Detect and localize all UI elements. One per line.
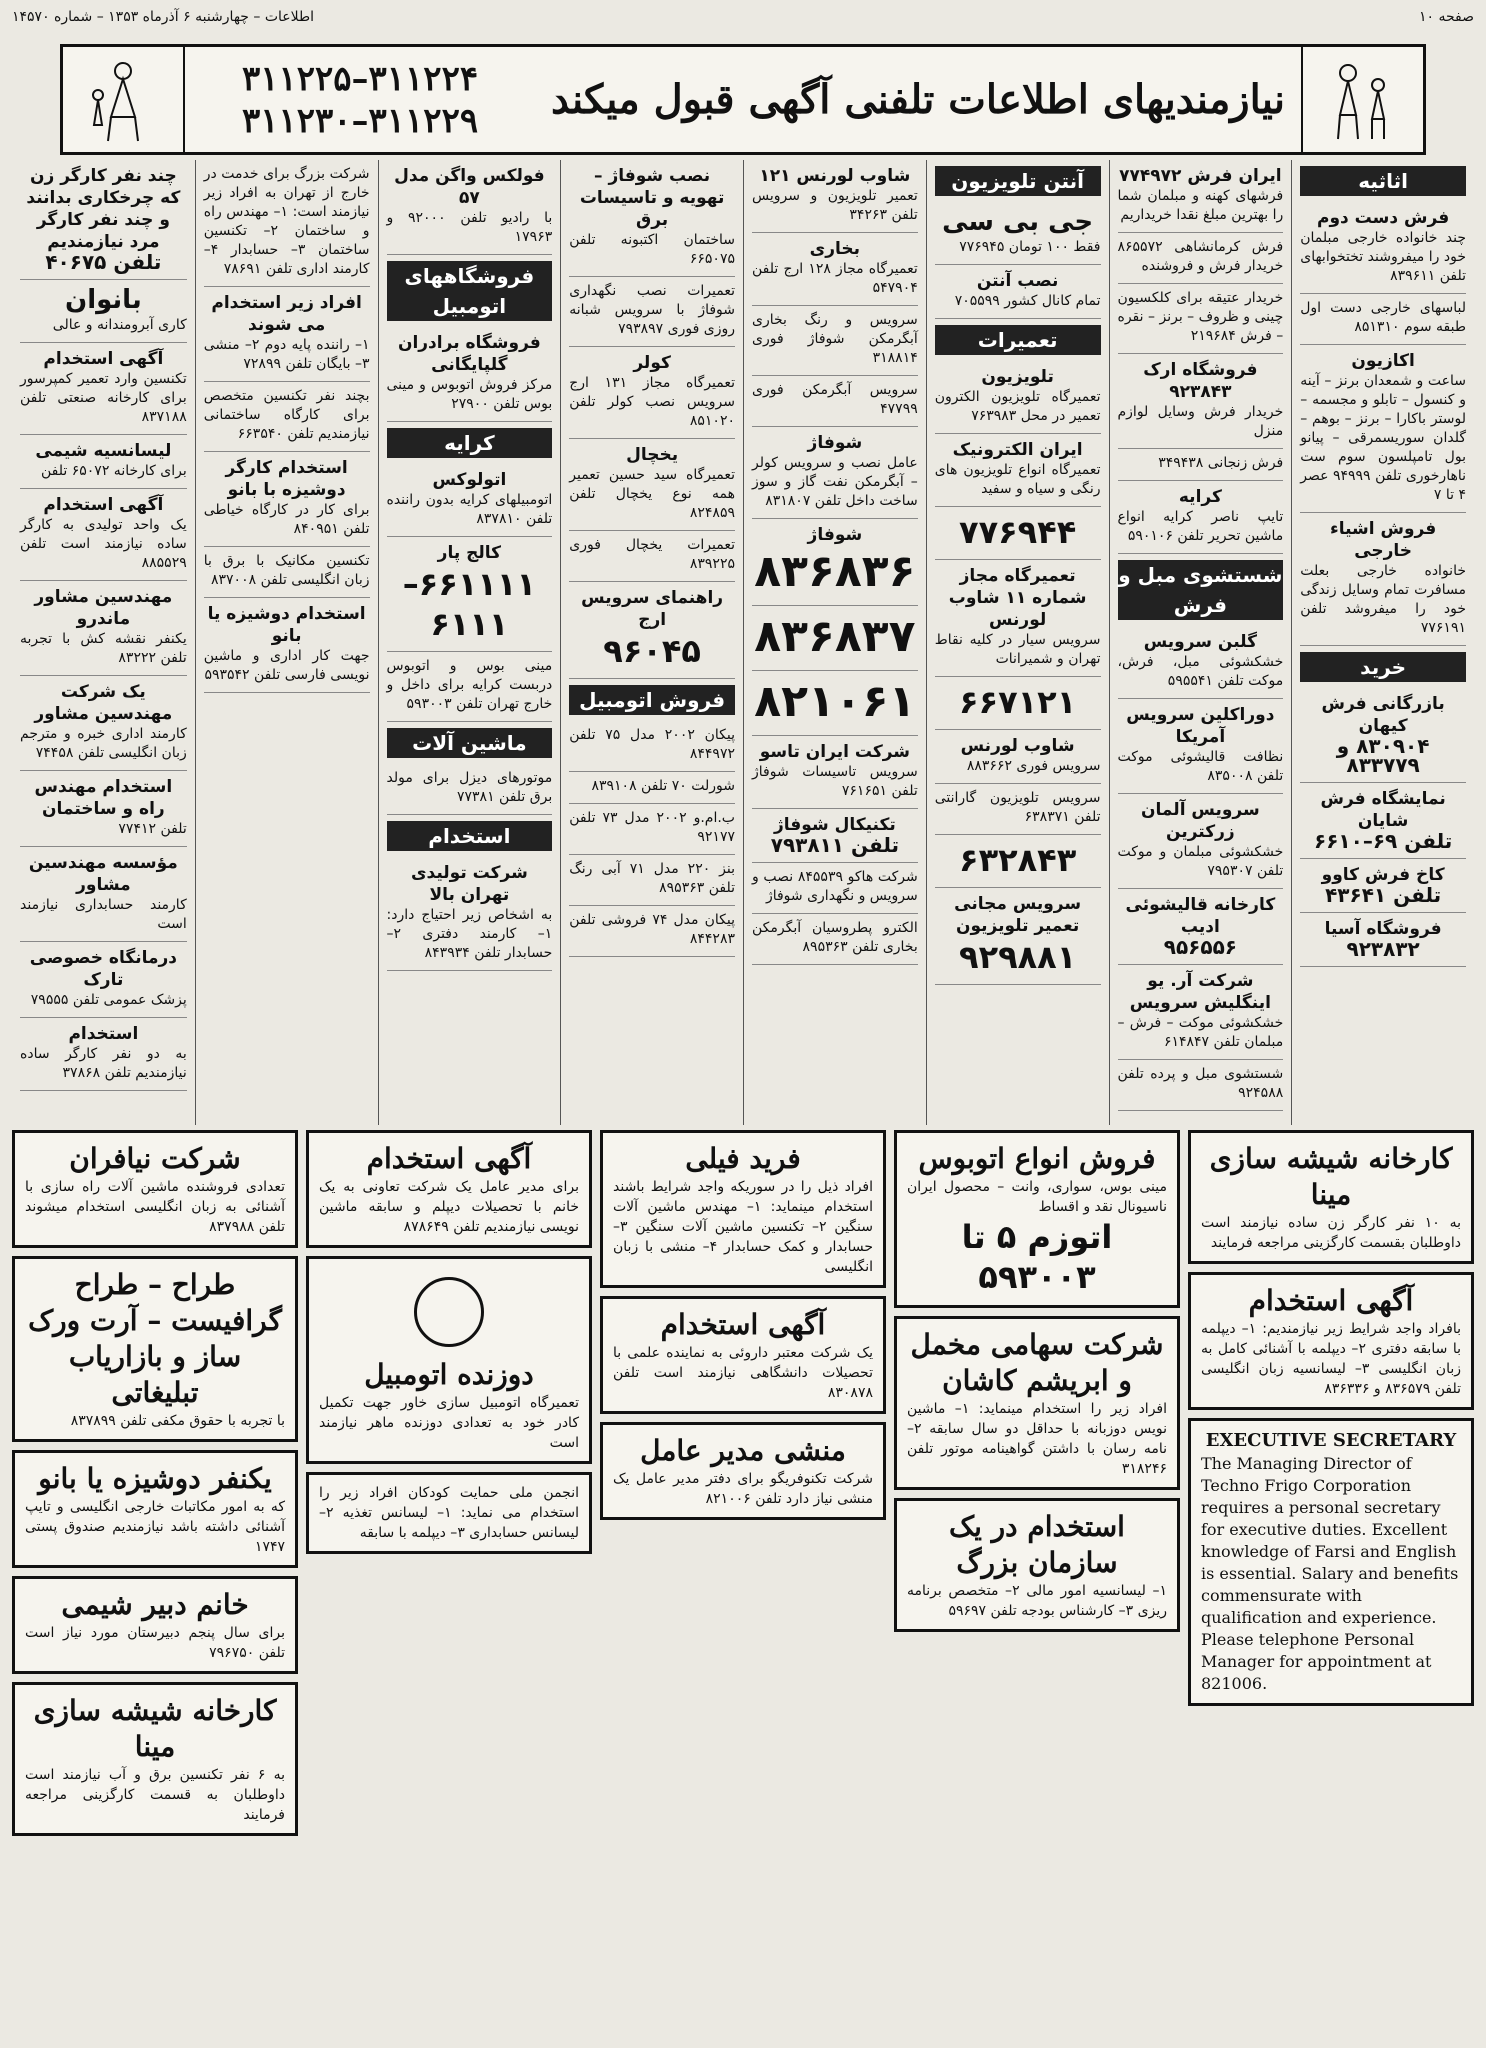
display-ad bbox=[306, 1130, 592, 1248]
classified-column bbox=[560, 160, 743, 1125]
display-ad-body: بافراد واجد شرایط زیر نیازمندیم: ۱– دیپلمه با سابقه دفتری ۲– دیپلمه با آشنائی کامل به زبان انگلیسی ۳– لیسانسیه زبان انگلیسی تلفن ۸۳۶۵۷۹ و ۸۳۶۳۳۶ bbox=[1201, 1321, 1462, 1397]
ad-title: کرایه bbox=[1178, 487, 1222, 507]
classified-ad bbox=[1118, 889, 1284, 965]
ad-body: ۱– راننده پایه دوم ۲– منشی ۳– بایگان تلفن ۷۲۸۹۹ bbox=[203, 337, 370, 372]
display-ad-body: به ۶ نفر تکنسین برق و آب نیازمند است داوطلبان به قسمت کارگزینی مراجعه فرمایند bbox=[25, 1767, 285, 1823]
ad-title: آگهی استخدام bbox=[43, 495, 164, 515]
ad-body: یک واحد تولیدی به کارگر ساده نیازمند است تلفن ۸۸۵۵۲۹ bbox=[20, 517, 187, 571]
ad-phone: تلفن ۴۳۶۴۱ bbox=[1325, 883, 1442, 907]
display-ad bbox=[12, 1256, 298, 1442]
classified-ad bbox=[204, 287, 370, 382]
family-illustration-icon bbox=[63, 47, 185, 152]
ad-phone: ۸۳۶۸۳۶ bbox=[754, 546, 916, 597]
classified-ad bbox=[20, 343, 187, 435]
ad-title: فولکس واگن مدل ۵۷ bbox=[394, 166, 545, 208]
classified-ad bbox=[569, 582, 735, 679]
ad-title: بخاری bbox=[809, 239, 861, 259]
classified-ad bbox=[752, 809, 918, 863]
classified-ad bbox=[935, 677, 1101, 730]
classified-ad bbox=[1118, 160, 1284, 233]
ad-title: آگهی استخدام bbox=[43, 349, 164, 369]
ad-title: گلبن سرویس bbox=[1143, 632, 1257, 652]
classified-column bbox=[12, 160, 195, 1125]
ad-body: ساعت و شمعدان برنز – آینه و کنسول – تابلو و مجسمه – لوستر باکارا – برنز – بوهم – گلدان سوریسمرقی – پیانو بول تامپلسون سوم ست ناهارخوری تلفن ۹۴۹۹۹ عصر ۴ تا ۷ bbox=[1300, 373, 1466, 503]
classified-ad bbox=[1118, 699, 1284, 794]
ad-body: سرویس تلویزیون گارانتی تلفن ۶۳۸۳۷۱ bbox=[934, 790, 1101, 825]
ad-body: شرکت هاکو ۸۴۵۵۳۹ نصب و سرویس و نگهداری شوفاژ bbox=[752, 869, 918, 904]
ad-title: شرکت تولیدی تهران بالا bbox=[410, 863, 528, 905]
ad-title: استخدام کارگر دوشیزه با بانو bbox=[225, 458, 348, 500]
ad-body: تعمیر تلویزیون و سرویس تلفن ۳۴۲۶۳ bbox=[752, 188, 918, 223]
display-ad-title: آگهی استخدام bbox=[660, 1308, 826, 1341]
ad-body: سرویس سیار در کلیه نقاط تهران و شمیرانات bbox=[934, 632, 1101, 667]
ad-body: تعمیرگاه تلویزیون الکترون تعمیر در محل ۷۶۳۹۸۳ bbox=[934, 389, 1101, 424]
ad-title: استخدام bbox=[68, 1024, 139, 1044]
ad-body: تعمیرگاه سید حسین تعمیر همه نوع یخچال تلفن ۸۲۴۸۵۹ bbox=[569, 467, 735, 521]
classified-ad bbox=[569, 160, 735, 277]
classified-ad bbox=[387, 764, 553, 815]
classified-ad bbox=[20, 435, 187, 489]
classified-ad bbox=[569, 906, 735, 957]
display-ad bbox=[306, 1256, 592, 1464]
classified-column bbox=[1291, 160, 1474, 1125]
page-number: صفحه ۱۰ bbox=[1418, 9, 1474, 25]
ad-title: فرش دست دوم bbox=[1317, 208, 1450, 228]
ad-title: سرویس مجانی تعمیر تلویزیون bbox=[954, 894, 1082, 936]
ad-title: شاوب لورنس ۱۲۱ bbox=[759, 166, 911, 186]
section-heading: استخدام bbox=[387, 821, 553, 851]
classified-ad bbox=[387, 857, 553, 971]
classified-ad bbox=[569, 277, 735, 347]
display-ad-body: افراد ذیل را در سوریکه واجد شرایط باشند استخدام مینماید: ۱– مهندس ماشین آلات سنگین ۲– تکنسین ماشین آلات سنگین ۳– حسابدار و کمک حسابدار ۴– منشی با زبان انگلیسی bbox=[613, 1179, 873, 1275]
ad-title: فروشگاه آسیا bbox=[1324, 919, 1442, 939]
display-ad-title: آگهی استخدام bbox=[1248, 1284, 1414, 1317]
ad-body: ب.ام.و ۲۰۰۲ مدل ۷۳ تلفن ۹۲۱۷۷ bbox=[569, 810, 735, 845]
classifieds-banner bbox=[60, 44, 1426, 155]
ad-body: بنز ۲۲۰ مدل ۷۱ آبی رنگ تلفن ۸۹۵۳۶۳ bbox=[569, 861, 736, 896]
ad-body: نظافت قالیشوئی موکت تلفن ۸۳۵۰۰۸ bbox=[1117, 749, 1284, 784]
classified-ad bbox=[204, 452, 370, 547]
classified-ad bbox=[935, 888, 1101, 985]
classified-column bbox=[743, 160, 926, 1125]
ad-body: تمام کانال کشور ۷۰۵۵۹۹ bbox=[954, 293, 1101, 309]
ad-body: فرش زنجانی ۳۴۹۴۳۸ bbox=[1158, 455, 1284, 471]
ad-body: جهت کار اداری و ماشین نویسی فارسی تلفن ۵۹۳۵۴۲ bbox=[203, 648, 370, 683]
ad-body: شستشوی مبل و پرده تلفن ۹۲۴۵۸۸ bbox=[1117, 1066, 1284, 1101]
mercedes-logo-icon bbox=[414, 1277, 484, 1347]
classified-ad bbox=[752, 306, 918, 376]
display-ad-title: منشی مدیر عامل bbox=[640, 1434, 846, 1467]
ad-body: یکنفر نقشه کش با تجربه تلفن ۸۳۲۲۲ bbox=[20, 631, 187, 666]
family-illustration-icon bbox=[1301, 47, 1423, 152]
ad-body: سرویس تاسیسات شوفاژ تلفن ۷۶۱۶۵۱ bbox=[752, 764, 918, 799]
ad-body: خشکشوئی موکت – فرش – مبلمان تلفن ۶۱۴۸۴۷ bbox=[1117, 1015, 1284, 1050]
banner-phone-line-2: ۳۱۱۲۳۰–۳۱۱۲۲۹ bbox=[241, 100, 479, 141]
ad-title: بازرگانی فرش کیهان bbox=[1321, 694, 1445, 736]
classified-ad bbox=[752, 427, 918, 519]
display-ad-body: انجمن ملی حمایت کودکان افراد زیر را استخدام می نماید: ۱– لیسانس تغذیه ۲– لیسانس حسابداری ۳– دیپلمه با سابقه bbox=[319, 1485, 579, 1541]
ad-body: پیکان مدل ۷۴ فروشی تلفن ۸۴۴۲۸۳ bbox=[569, 912, 735, 947]
classified-ad bbox=[387, 537, 553, 652]
ad-title: استخدام دوشیزه یا بانو bbox=[207, 604, 366, 646]
display-ad bbox=[894, 1498, 1180, 1632]
classified-ad bbox=[387, 327, 553, 422]
ad-title: ایران فرش ۷۷۴۹۷۲ bbox=[1119, 166, 1282, 186]
ad-title: مهندسین مشاور ماندرو bbox=[34, 587, 173, 629]
classified-ad bbox=[935, 835, 1101, 888]
ad-phone: ۶۶۷۱۲۱ bbox=[959, 683, 1077, 721]
ad-title: فروشگاه ارک ۹۲۳۸۴۳ bbox=[1143, 360, 1258, 402]
display-ad bbox=[600, 1296, 886, 1414]
display-ad bbox=[12, 1682, 298, 1836]
classified-ad bbox=[752, 519, 918, 606]
classified-column bbox=[195, 160, 378, 1125]
classified-ad bbox=[20, 847, 187, 942]
ad-body: اتومبیلهای کرایه بدون راننده تلفن ۸۳۷۸۱۰ bbox=[386, 492, 553, 527]
display-ad-column bbox=[1188, 1130, 1474, 2038]
ad-phone: ۸۲۱۰۶۱ bbox=[754, 676, 916, 727]
ad-title: فروش اشیاء خارجی bbox=[1330, 519, 1437, 561]
ad-phone: ۶۳۲۸۴۳ bbox=[959, 841, 1077, 879]
ad-body: خانواده خارجی بعلت مسافرت تمام وسایل زندگی خود را میفروشد تلفن ۷۷۶۱۹۱ bbox=[1300, 563, 1466, 636]
ad-title: ایران الکترونیک bbox=[952, 440, 1083, 460]
display-ad-body: با تجربه با حقوق مکفی تلفن ۸۳۷۸۹۹ bbox=[70, 1413, 285, 1429]
classified-ad bbox=[752, 606, 918, 671]
ad-body: بچند نفر تکنسین متخصص برای کارگاه ساختمانی نیازمندیم تلفن ۶۶۳۵۴۰ bbox=[203, 388, 370, 442]
ad-title: یک شرکت مهندسین مشاور bbox=[34, 682, 173, 724]
classified-ad bbox=[20, 160, 187, 280]
ad-phone: ۹۶۰۴۵ bbox=[603, 632, 701, 670]
classified-ad bbox=[20, 1018, 187, 1091]
ad-body: با رادیو تلفن ۹۲۰۰۰ و ۱۷۹۶۳ bbox=[386, 210, 553, 245]
ad-title: درمانگاه خصوصی تارک bbox=[29, 948, 178, 990]
classified-column bbox=[926, 160, 1109, 1125]
display-ad bbox=[1188, 1130, 1474, 1264]
ad-phone: ۶۶۱۱۱۱–۶۱۱۱ bbox=[402, 565, 536, 643]
issue-info: اطلاعات – چهارشنبه ۶ آذرماه ۱۳۵۳ – شماره ۱۴۵۷۰ bbox=[12, 9, 315, 25]
display-ad-title: شرکت سهامی مخمل و ابریشم کاشان bbox=[910, 1328, 1164, 1397]
classified-ad bbox=[935, 784, 1101, 835]
ad-title: نصب آنتن bbox=[976, 271, 1059, 291]
ad-phone: ۹۲۳۸۳۲ bbox=[1346, 937, 1420, 961]
banner-title: نیازمندیهای اطلاعات تلفنی آگهی قبول میکند bbox=[551, 76, 1285, 123]
section-heading: آنتن تلویزیون bbox=[935, 166, 1101, 196]
ad-title: کارخانه قالیشوئی ادیب bbox=[1125, 895, 1276, 937]
display-ad-title: EXECUTIVE SECRETARY bbox=[1205, 1430, 1457, 1451]
ad-body: تکنسین مکانیک با برق با زبان انگلیسی تلفن ۸۳۷۰۰۸ bbox=[203, 553, 370, 588]
classified-ad bbox=[935, 560, 1101, 677]
classified-ad bbox=[935, 434, 1101, 507]
display-ad-title: یکنفر دوشیزه یا بانو bbox=[38, 1462, 272, 1495]
classified-ad bbox=[569, 531, 735, 582]
ad-body: سرویس و رنگ بخاری آبگرمکن شوفاژ فوری ۳۱۸۸۱۴ bbox=[752, 312, 918, 366]
section-heading: فروش اتومبیل bbox=[569, 685, 735, 715]
banner-phones bbox=[185, 58, 535, 142]
section-heading: کرایه bbox=[387, 428, 553, 458]
classified-ad bbox=[752, 671, 918, 736]
classified-ad bbox=[935, 265, 1101, 319]
classified-ad bbox=[20, 280, 187, 343]
ad-body: خریدار عتیقه برای کلکسیون چینی و ظروف – برنز – نقره – فرش ۲۱۹۶۸۴ bbox=[1117, 290, 1284, 344]
display-ad-body: که به امور مکاتبات خارجی انگلیسی و تایپ آشنائی داشته باشد نیازمندیم صندوق پستی ۱۷۴۷ bbox=[25, 1499, 285, 1555]
ad-body: خشکشوئی مبل، فرش، موکت تلفن ۵۹۵۵۴۱ bbox=[1117, 654, 1284, 689]
section-heading: تعمیرات bbox=[935, 325, 1101, 355]
page-header-line bbox=[12, 6, 1474, 28]
classified-ad bbox=[20, 771, 187, 847]
display-ad-title: کارخانه شیشه سازی مینا bbox=[1209, 1142, 1453, 1211]
display-ad-column bbox=[600, 1130, 886, 2038]
ad-body: پزشک عمومی تلفن ۷۹۵۵۵ bbox=[30, 992, 187, 1008]
classified-ad bbox=[20, 942, 187, 1018]
ad-title: استخدام مهندس راه و ساختمان bbox=[34, 777, 173, 819]
classified-ad bbox=[1118, 626, 1284, 699]
classified-ad bbox=[935, 361, 1101, 434]
section-heading: شستشوی مبل و فرش bbox=[1118, 560, 1284, 620]
ad-phone: ۸۳۰۹۰۴ و ۸۳۳۷۷۹ bbox=[1336, 734, 1430, 777]
ad-body: سرویس فوری ۸۸۳۶۶۲ bbox=[966, 758, 1101, 774]
display-ad-column bbox=[894, 1130, 1180, 2038]
display-ad-title: طراح – طراح گرافیست – آرت ورک ساز و بازاریاب تبلیغاتی bbox=[28, 1268, 282, 1409]
ad-title: نصب شوفاژ – تهویه و تاسیسات برق bbox=[579, 166, 725, 230]
display-ad-body: برای سال پنجم دبیرستان مورد نیاز است تلفن ۷۹۶۷۵۰ bbox=[25, 1625, 285, 1661]
classified-ad bbox=[20, 676, 187, 771]
display-ad-column bbox=[12, 1130, 298, 2038]
classified-ad bbox=[1300, 345, 1466, 513]
classified-ad bbox=[204, 160, 370, 287]
ad-body: به اشخاص زیر احتیاج دارد: ۱– کارمند دفتری ۲– حسابدار تلفن ۸۴۳۹۳۴ bbox=[386, 907, 553, 961]
classified-columns bbox=[12, 160, 1474, 1125]
display-ad-title: استخدام در یک سازمان بزرگ bbox=[949, 1510, 1125, 1579]
classified-ad bbox=[20, 581, 187, 676]
classified-ad bbox=[1118, 1060, 1284, 1111]
ad-phone: ۷۷۶۹۴۴ bbox=[959, 513, 1077, 551]
display-ad bbox=[306, 1472, 592, 1554]
ad-phone: تلفن ۷۹۳۸۱۱ bbox=[770, 833, 900, 857]
display-ads-section bbox=[12, 1130, 1474, 2038]
classified-ad bbox=[569, 772, 735, 804]
ad-body: مینی بوس و اتوبوس دربست کرایه برای داخل و خارج تهران تلفن ۵۹۳۰۰۳ bbox=[386, 658, 553, 712]
ad-title: شوفاژ bbox=[807, 525, 863, 545]
ad-phone: تلفن ۶۹–۶۶۱۰ bbox=[1313, 829, 1453, 853]
ad-title: سرویس آلمان زرکترین bbox=[1141, 800, 1260, 842]
ad-title: شرکت آر. یو اینگلیش سرویس bbox=[1129, 971, 1271, 1013]
classified-ad bbox=[1300, 913, 1466, 967]
classified-ad bbox=[387, 160, 553, 255]
ad-body: به دو نفر کارگر ساده نیازمندیم تلفن ۳۷۸۶۸ bbox=[20, 1046, 187, 1081]
ad-body: تعمیرگاه مجاز ۱۲۸ ارج تلفن ۵۴۷۹۰۴ bbox=[752, 261, 918, 296]
display-ad-body: یک شرکت معتبر داروئی به نماینده علمی با تحصیلات دانشگاهی نیازمند است تلفن ۸۳۰۸۷۸ bbox=[613, 1345, 873, 1401]
classified-ad bbox=[204, 598, 370, 693]
ad-body: ساختمان اکتبونه تلفن ۶۶۵۰۷۵ bbox=[569, 232, 735, 267]
ad-title: کولر bbox=[633, 353, 671, 373]
ad-phone: ۹۵۶۵۵۶ bbox=[1163, 935, 1237, 959]
display-ad-column bbox=[306, 1130, 592, 2038]
display-ad bbox=[12, 1450, 298, 1568]
display-ad bbox=[1188, 1418, 1474, 1706]
display-ad-title: دوزنده اتومبیل bbox=[364, 1358, 534, 1391]
classified-ad bbox=[1300, 783, 1466, 859]
classified-ad bbox=[1300, 859, 1466, 913]
ad-body: فقط ۱۰۰ تومان ۷۷۶۹۴۵ bbox=[959, 239, 1101, 255]
ad-body: شورلت ۷۰ تلفن ۸۳۹۱۰۸ bbox=[591, 778, 735, 794]
classified-ad bbox=[204, 547, 370, 598]
ad-body: موتورهای دیزل برای مولد برق تلفن ۷۷۳۸۱ bbox=[386, 770, 553, 805]
classified-ad bbox=[569, 721, 735, 772]
display-ad bbox=[600, 1130, 886, 1288]
ad-title: چند نفر کارگر زن که چرخکاری بدانند و چند نفر کارگر مرد نیازمندیم bbox=[26, 166, 181, 252]
ad-title: بانوان bbox=[65, 285, 142, 315]
ad-body: تایپ ناصر کرایه انواع ماشین تحریر تلفن ۵۹۰۱۰۶ bbox=[1117, 509, 1284, 544]
banner-phone-line-1: ۳۱۱۲۲۵–۳۱۱۲۲۴ bbox=[241, 58, 479, 99]
ad-title: افراد زیر استخدام می شوند bbox=[211, 293, 362, 335]
ad-body: کارمند حسابداری نیازمند است bbox=[20, 897, 187, 932]
classified-ad bbox=[752, 736, 918, 809]
display-ad bbox=[600, 1422, 886, 1520]
display-ad bbox=[12, 1576, 298, 1674]
ad-body: تعمیرگاه انواع تلویزیون های رنگی و سیاه و سفید bbox=[934, 462, 1101, 497]
classified-ad bbox=[752, 863, 918, 914]
classified-ad bbox=[752, 376, 918, 427]
display-ad-title: کارخانه شیشه سازی مینا bbox=[33, 1694, 277, 1763]
ad-title: تلویزیون bbox=[981, 367, 1054, 387]
section-heading: اثاثیه bbox=[1300, 166, 1466, 196]
display-ad bbox=[12, 1130, 298, 1248]
ad-body: مرکز فروش اتوبوس و مینی بوس تلفن ۲۷۹۰۰ bbox=[386, 377, 553, 412]
classified-ad bbox=[752, 914, 918, 965]
classified-ad bbox=[387, 464, 553, 537]
classified-ad bbox=[752, 233, 918, 306]
classified-ad bbox=[387, 652, 553, 722]
classified-ad bbox=[935, 730, 1101, 784]
classified-ad bbox=[1300, 513, 1466, 646]
ad-title: نمایشگاه فرش شایان bbox=[1320, 789, 1446, 831]
ad-body: کاری آبرومندانه و عالی bbox=[52, 317, 187, 333]
classified-ad bbox=[1300, 202, 1466, 294]
classified-ad bbox=[752, 160, 918, 233]
classified-ad bbox=[204, 382, 370, 452]
display-ad bbox=[894, 1316, 1180, 1490]
ad-body: فرش کرمانشاهی ۸۶۵۵۷۲ خریدار فرش و فروشنده bbox=[1117, 239, 1284, 274]
ad-body: تعمیرات یخچال فوری ۸۳۹۲۲۵ bbox=[569, 537, 735, 572]
ad-body: عامل نصب و سرویس کولر – آبگرمکن نفت گاز و سوز ساخت داخل تلفن ۸۳۱۸۰۷ bbox=[752, 455, 918, 509]
classified-ad bbox=[1118, 794, 1284, 889]
display-ad-phone: اتوزم ۵ تا ۵۹۳۰۰۳ bbox=[961, 1218, 1113, 1296]
display-ad-title: فرید فیلی bbox=[685, 1142, 801, 1175]
display-ad-title: خانم دبیر شیمی bbox=[61, 1588, 249, 1621]
classified-ad bbox=[569, 804, 735, 855]
ad-title: مؤسسه مهندسین مشاور bbox=[28, 853, 178, 895]
classified-column bbox=[1109, 160, 1292, 1125]
ad-body: خریدار فرش وسایل لوازم منزل bbox=[1117, 404, 1284, 439]
display-ad-body: شرکت تکنوفریگو برای دفتر مدیر عامل یک منشی نیاز دارد تلفن ۸۲۱۰۰۶ bbox=[613, 1471, 873, 1507]
ad-title: اتولوکس bbox=[432, 470, 507, 490]
ad-title: اکازیون bbox=[1351, 351, 1415, 371]
classified-ad bbox=[935, 507, 1101, 560]
classified-ad bbox=[1118, 481, 1284, 554]
ad-title: تکنیکال شوفاژ bbox=[773, 815, 896, 835]
display-ad-body: افراد زیر را استخدام مینماید: ۱– ماشین نویس دوزبانه با حداقل دو سال سابقه ۲– نامه رسان با داشتن گواهینامه موتور تلفن ۳۱۸۲۴۶ bbox=[907, 1401, 1167, 1477]
classified-ad bbox=[1118, 965, 1284, 1060]
classified-ad bbox=[1300, 688, 1466, 783]
ad-body: تعمیرات نصب نگهداری شوفاژ با سرویس شبانه روزی فوری ۷۹۳۸۹۷ bbox=[569, 283, 735, 337]
display-ad-title: فروش انواع اتوبوس bbox=[918, 1142, 1156, 1175]
ad-title: شوفاژ bbox=[807, 433, 863, 453]
ad-body: لباسهای خارجی دست اول طبقه سوم ۸۵۱۳۱۰ bbox=[1300, 300, 1466, 335]
ad-phone: تلفن ۴۰۶۷۵ bbox=[45, 250, 162, 274]
ad-title: شرکت ایران تاسو bbox=[759, 742, 911, 762]
display-ad-body: تعدادی فروشنده ماشین آلات راه سازی با آشنائی به زبان انگلیسی استخدام میشوند تلفن ۸۳۷۹۸۸ bbox=[25, 1179, 285, 1235]
ad-body: کارمند اداری خبره و مترجم زبان انگلیسی تلفن ۷۴۴۵۸ bbox=[20, 726, 187, 761]
ad-title: لیسانسیه شیمی bbox=[35, 441, 172, 461]
classified-ad bbox=[1118, 284, 1284, 354]
display-ad-title: آگهی استخدام bbox=[366, 1142, 532, 1175]
classified-column bbox=[378, 160, 561, 1125]
section-heading: ماشین آلات bbox=[387, 728, 553, 758]
classified-ad bbox=[1118, 354, 1284, 449]
ad-title: راهنمای سرویس ارج bbox=[581, 588, 724, 630]
classified-ad bbox=[1300, 294, 1466, 345]
ad-title: یخچال bbox=[626, 445, 679, 465]
display-ad bbox=[1188, 1272, 1474, 1410]
classified-ad bbox=[1118, 449, 1284, 481]
classified-ad bbox=[20, 489, 187, 581]
ad-title: جی بی سی bbox=[942, 207, 1094, 237]
display-ad-body: ۱– لیسانسیه امور مالی ۲– متخصص برنامه ریزی ۳– کارشناس بودجه تلفن ۵۹۶۹۷ bbox=[907, 1583, 1167, 1619]
ad-body: سرویس آبگرمکن فوری ۴۷۷۹۹ bbox=[752, 382, 918, 417]
ad-title: کاخ فرش کاوو bbox=[1321, 865, 1445, 885]
ad-body: شرکت بزرگ برای خدمت در خارج از تهران به افراد زیر نیازمند است: ۱– مهندس راه و ساختمان ۲– تکنسین ساختمان ۳– حسابدار ۴– کارمند اداری تلفن ۷۸۶۹۱ bbox=[203, 166, 370, 277]
display-ad-body: مینی بوس، سواری، وانت – محصول ایران ناسیونال نقد و اقساط bbox=[907, 1179, 1167, 1215]
ad-phone: ۹۲۹۸۸۱ bbox=[959, 938, 1077, 976]
ad-body: برای کارخانه ۶۵۰۷۲ تلفن bbox=[41, 463, 187, 479]
ad-title: شاوب لورنس bbox=[960, 736, 1075, 756]
display-ad-title: شرکت نیافران bbox=[69, 1142, 241, 1175]
ad-body: تعمیرگاه مجاز ۱۳۱ ارج سرویس نصب کولر تلفن ۸۵۱۰۲۰ bbox=[569, 375, 736, 429]
ad-title: فروشگاه برادران گلپایگانی bbox=[397, 333, 541, 375]
display-ad-body: به ۱۰ نفر کارگر زن ساده نیازمند است داوطلبان بقسمت کارگزینی مراجعه فرمایند bbox=[1201, 1215, 1461, 1251]
ad-title: کالج پار bbox=[437, 543, 502, 563]
classified-ad bbox=[1118, 233, 1284, 284]
ad-body: برای کار در کارگاه خیاطی تلفن ۸۴۰۹۵۱ bbox=[203, 502, 370, 537]
ad-body: الکترو پطروسیان آبگرمکن بخاری تلفن ۸۹۵۳۶۳ bbox=[752, 920, 918, 955]
ad-body: خشکشوئی مبلمان و موکت تلفن ۷۹۵۳۰۷ bbox=[1117, 844, 1284, 879]
display-ad-body: The Managing Director of Techno Frigo Corporation requires a personal secretary for executive duties. Excellent knowledge of Farsi and English is essential. Salary and benefits commensurate with qualification and experience. Please telephone Personal Manager for appointment at 821006. bbox=[1201, 1454, 1459, 1693]
ad-body: تکنسین وارد تعمیر کمپرسور برای کارخانه صنعتی تلفن ۸۳۷۱۸۸ bbox=[20, 371, 187, 425]
display-ad-body: تعمیرگاه اتومبیل سازی خاور جهت تکمیل کادر خود به تعدادی دوزنده ماهر نیازمند است bbox=[319, 1395, 579, 1451]
ad-body: پیکان ۲۰۰۲ مدل ۷۵ تلفن ۸۴۴۹۷۲ bbox=[569, 727, 735, 762]
classified-ad bbox=[569, 855, 735, 906]
classified-ad bbox=[569, 347, 735, 439]
ad-phone: ۸۳۶۸۳۷ bbox=[754, 611, 916, 662]
ad-body: فرشهای کهنه و مبلمان شما را بهترین مبلغ نقدا خریداریم bbox=[1117, 188, 1284, 223]
classified-ad bbox=[569, 439, 735, 531]
section-heading: فروشگاههای اتومبیل bbox=[387, 261, 553, 321]
ad-title: دوراکلین سرویس آمریکا bbox=[1126, 705, 1275, 747]
classified-ad bbox=[935, 202, 1101, 265]
display-ad-body: برای مدیر عامل یک شرکت تعاونی به یک خانم با تحصیلات دیپلم و سابقه ماشین نویسی نیازمندیم تلفن ۸۷۸۶۴۹ bbox=[319, 1179, 579, 1235]
display-ad bbox=[894, 1130, 1180, 1308]
ad-title: تعمیرگاه مجاز شماره ۱۱ شاوب لورنس bbox=[948, 566, 1087, 630]
section-heading: خرید bbox=[1300, 652, 1466, 682]
ad-body: تلفن ۷۷۴۱۲ bbox=[118, 821, 187, 837]
ad-body: چند خانواده خارجی مبلمان خود را میفروشند تختخوابهای تلفن ۸۳۹۶۱۱ bbox=[1300, 230, 1466, 284]
